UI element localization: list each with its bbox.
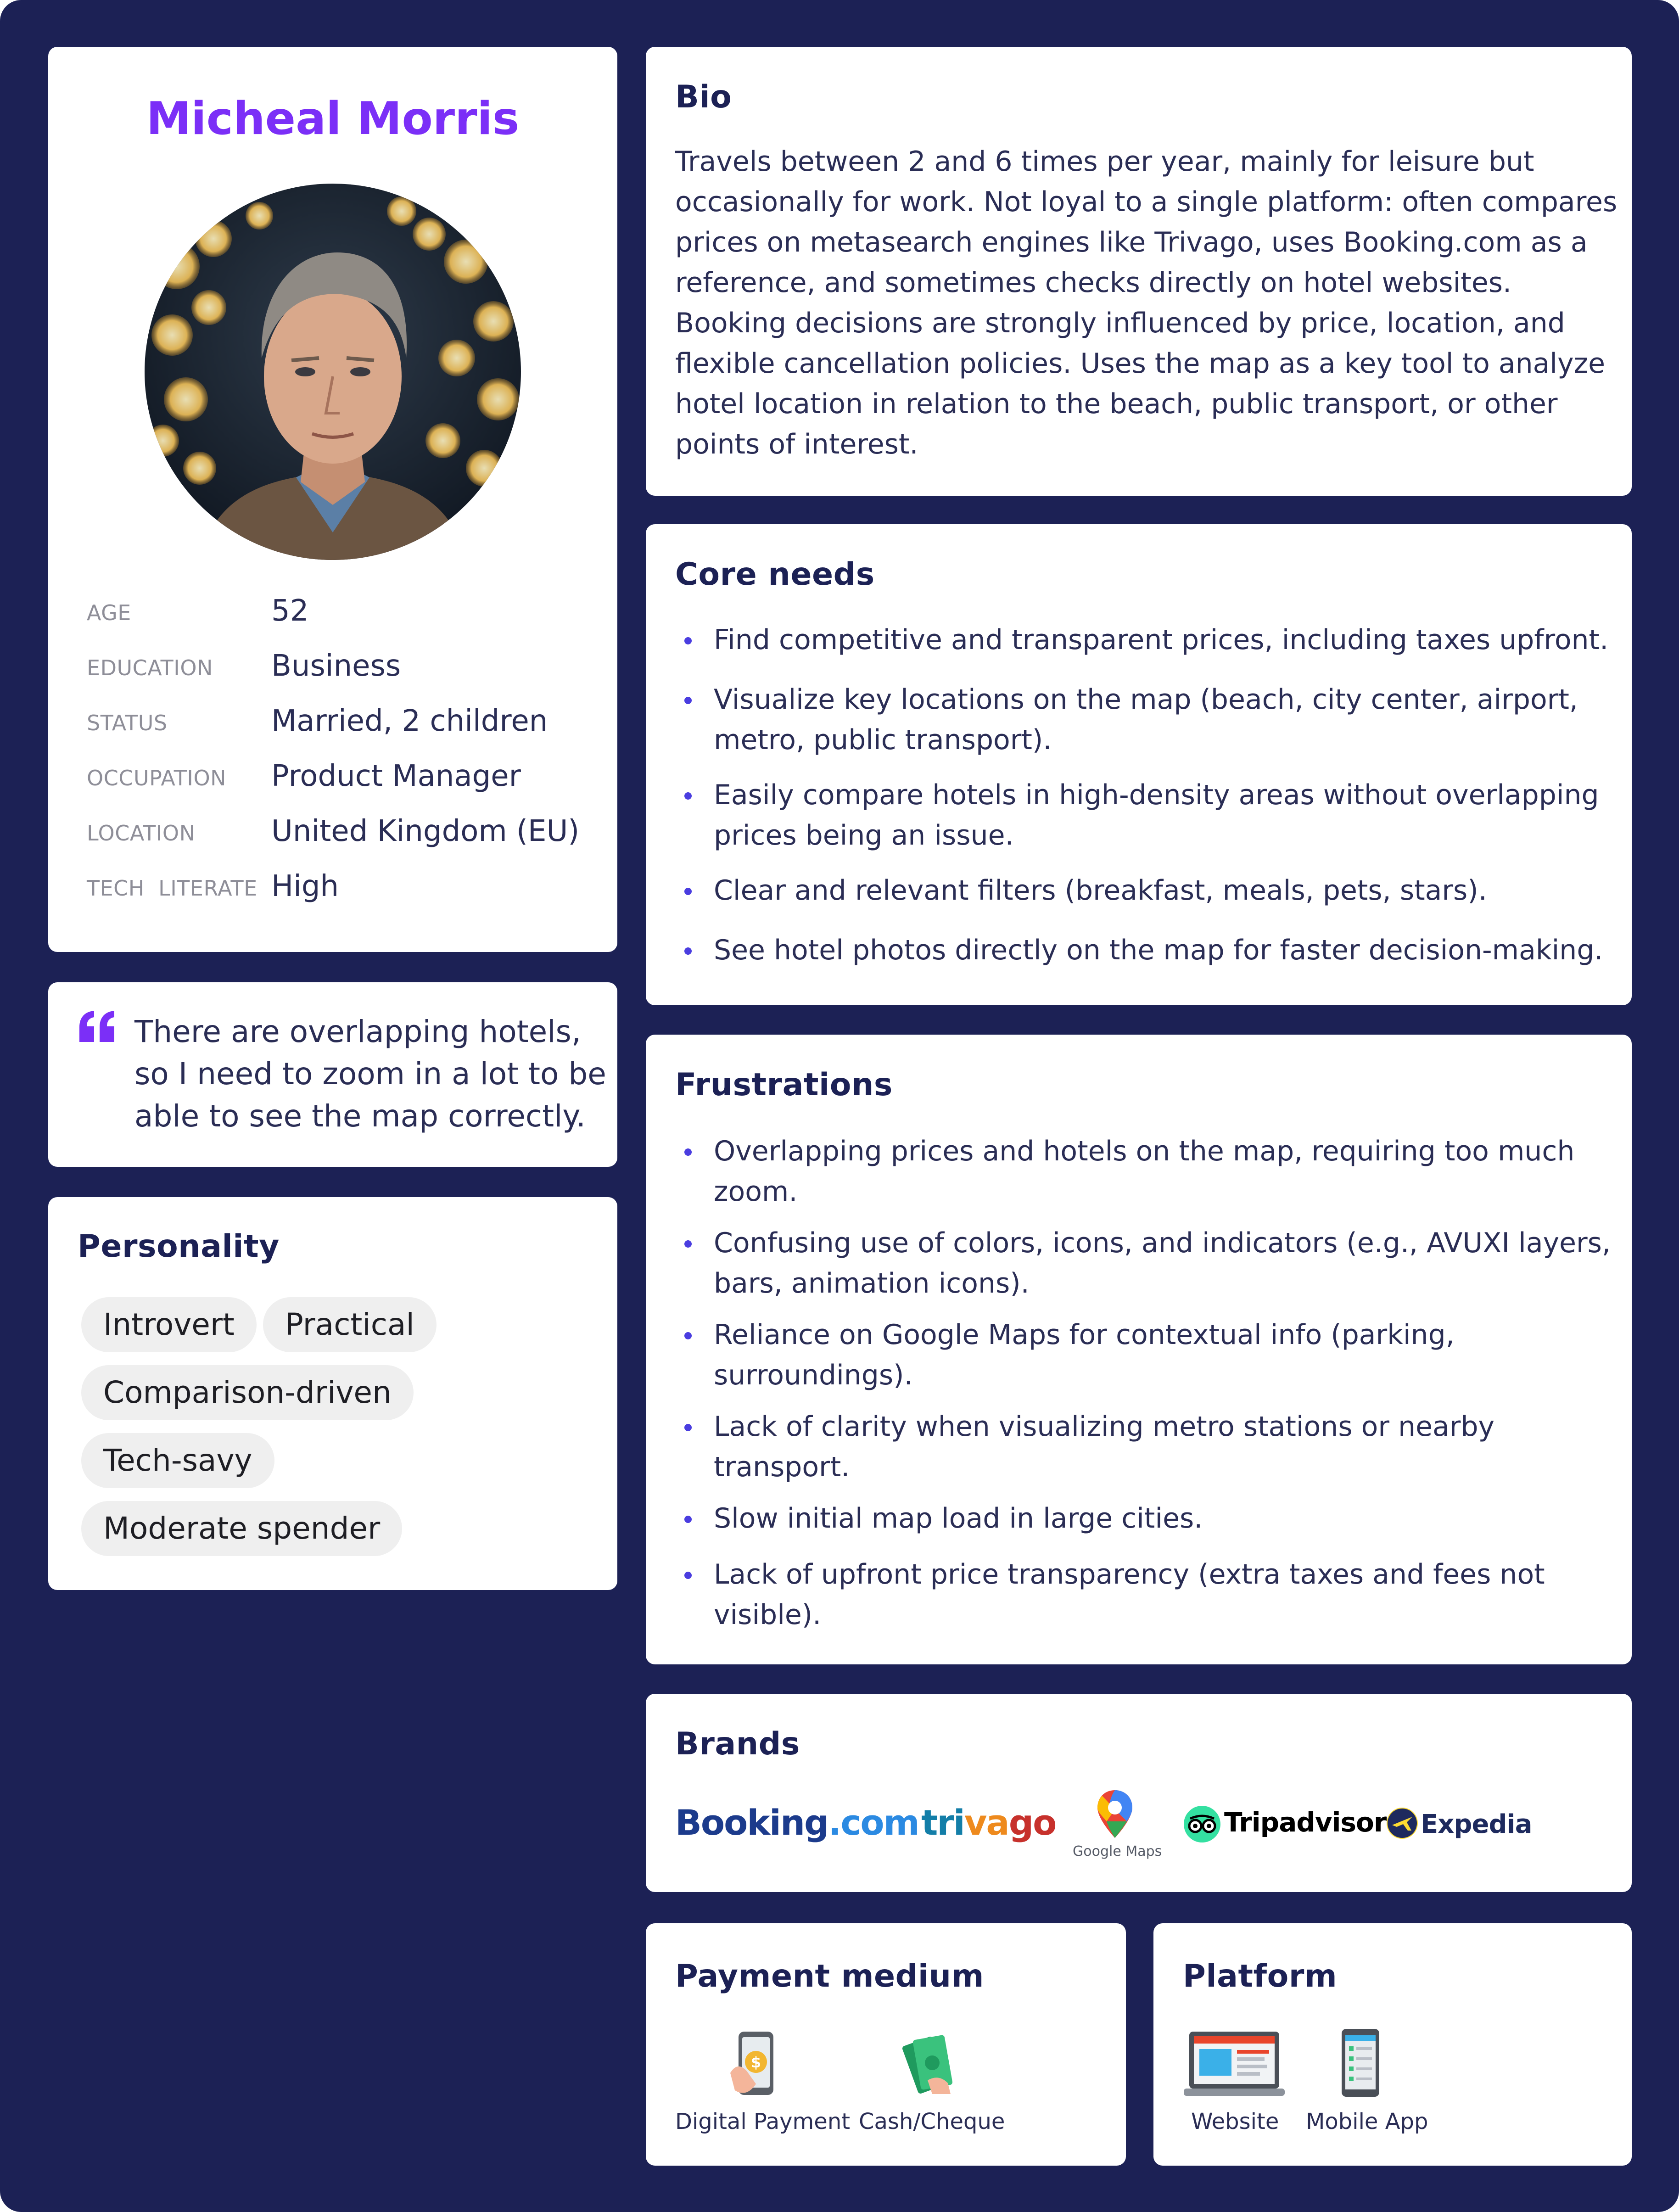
frustration-item bbox=[675, 1315, 1455, 1395]
info-value-location: United Kingdom (EU) bbox=[271, 814, 580, 848]
info-value-tech-literate: High bbox=[271, 869, 339, 903]
core-needs-card bbox=[646, 524, 1632, 1005]
frustration-item bbox=[675, 1498, 1203, 1539]
mobile-app-label: Mobile App bbox=[1306, 2109, 1428, 2134]
frustration-item bbox=[675, 1554, 1545, 1635]
info-label-location: LOCATION bbox=[87, 821, 196, 846]
info-value-status: Married, 2 children bbox=[271, 704, 548, 738]
trait-chip-tech-savy: Tech-savy bbox=[81, 1433, 274, 1488]
portrait-photo bbox=[145, 184, 521, 560]
frustration-item bbox=[675, 1223, 1611, 1304]
expedia-label: Expedia bbox=[1421, 1809, 1532, 1839]
cash-icon bbox=[900, 2026, 960, 2095]
frustration-text: zoom. bbox=[714, 1176, 798, 1208]
cash-cheque-label: Cash/Cheque bbox=[859, 2109, 1005, 2134]
digital-payment-icon bbox=[728, 2029, 784, 2098]
bio-line-4: reference, and sometimes checks directly on hotel websites. bbox=[675, 267, 1512, 299]
trait-chip-moderate-spender: Moderate spender bbox=[81, 1501, 402, 1556]
info-value-age: 52 bbox=[271, 594, 309, 628]
trivago-logo bbox=[921, 1802, 1056, 1843]
tripadvisor-label: Tripadvisor bbox=[1224, 1807, 1387, 1838]
tripadvisor-owl-icon bbox=[1183, 1805, 1221, 1843]
bio-line-2: occasionally for work. Not loyal to a single platform: often compares bbox=[675, 186, 1617, 218]
frustration-text: Overlapping prices and hotels on the map, requiring too much bbox=[714, 1135, 1575, 1167]
brands-card bbox=[646, 1694, 1632, 1892]
trivago-logo-part: go bbox=[1008, 1802, 1056, 1843]
quote-card bbox=[48, 982, 617, 1167]
frustration-text: surroundings). bbox=[714, 1359, 913, 1391]
frustration-text: bars, animation icons). bbox=[714, 1267, 1030, 1299]
brands-title: Brands bbox=[675, 1726, 800, 1762]
quote-line-3: able to see the map correctly. bbox=[134, 1098, 586, 1134]
trait-chip-comparison-driven: Comparison-driven bbox=[81, 1365, 414, 1420]
frustration-text: Lack of upfront price transparency (extra taxes and fees not bbox=[714, 1558, 1545, 1590]
platform-card bbox=[1153, 1923, 1632, 2166]
info-label-occupation: OCCUPATION bbox=[87, 766, 227, 790]
bio-line-1: Travels between 2 and 6 times per year, mainly for leisure but bbox=[675, 146, 1534, 178]
core-need-text: Easily compare hotels in high-density areas without overlapping bbox=[714, 779, 1599, 811]
website-icon bbox=[1184, 2030, 1285, 2099]
booking-logo bbox=[675, 1802, 919, 1843]
core-need-text: Clear and relevant filters (breakfast, meals, pets, stars). bbox=[714, 874, 1487, 907]
quote-icon bbox=[78, 1011, 116, 1042]
trivago-logo-part: va bbox=[964, 1802, 1009, 1843]
booking-logo-main: Booking bbox=[675, 1802, 828, 1843]
digital-payment-label: Digital Payment bbox=[675, 2109, 851, 2134]
expedia-plane-icon bbox=[1386, 1807, 1419, 1840]
persona-name: Micheal Morris bbox=[146, 93, 520, 145]
trivago-logo-part: tri bbox=[921, 1802, 964, 1843]
core-need-text: See hotel photos directly on the map for faster decision-making. bbox=[714, 934, 1603, 966]
payment-medium-title: Payment medium bbox=[675, 1958, 984, 1994]
frustration-text: transport. bbox=[714, 1451, 850, 1483]
info-value-occupation: Product Manager bbox=[271, 759, 521, 793]
website-label: Website bbox=[1191, 2109, 1279, 2134]
frustration-text: Lack of clarity when visualizing metro stations or nearby bbox=[714, 1411, 1495, 1443]
frustration-text: visible). bbox=[714, 1599, 822, 1631]
info-label-education: EDUCATION bbox=[87, 655, 213, 680]
bio-line-6: flexible cancellation policies. Uses the map as a key tool to analyze bbox=[675, 347, 1605, 380]
info-label-age: AGE bbox=[87, 600, 131, 625]
personality-title: Personality bbox=[78, 1228, 280, 1265]
core-need-item bbox=[675, 620, 1608, 660]
svg-text:$: $ bbox=[750, 2054, 761, 2071]
frustration-item bbox=[675, 1406, 1494, 1487]
mobile-app-icon bbox=[1340, 2027, 1381, 2099]
quote-line-2: so I need to zoom in a lot to be bbox=[134, 1056, 606, 1092]
profile-card bbox=[48, 47, 617, 952]
frustration-text: Reliance on Google Maps for contextual info (parking, bbox=[714, 1319, 1455, 1351]
bio-line-8: points of interest. bbox=[675, 428, 918, 460]
info-label-status: STATUS bbox=[87, 711, 168, 735]
platform-title: Platform bbox=[1183, 1958, 1338, 1994]
payment-medium-card bbox=[646, 1923, 1126, 2166]
info-label-tech-literate: TECH LITERATE bbox=[87, 876, 257, 901]
google-maps-label: Google Maps bbox=[1073, 1843, 1162, 1859]
booking-logo-suffix: .com bbox=[828, 1802, 919, 1843]
core-needs-title: Core needs bbox=[675, 556, 875, 593]
frustration-text: Confusing use of colors, icons, and indicators (e.g., AVUXI layers, bbox=[714, 1227, 1611, 1259]
frustrations-title: Frustrations bbox=[675, 1067, 893, 1103]
bio-line-3: prices on metasearch engines like Trivago, uses Booking.com as a bbox=[675, 226, 1588, 258]
quote-line-1: There are overlapping hotels, bbox=[134, 1014, 581, 1049]
bio-line-5: Booking decisions are strongly influenced by price, location, and bbox=[675, 307, 1565, 339]
core-need-item bbox=[675, 930, 1603, 970]
bio-card bbox=[646, 47, 1632, 496]
bio-title: Bio bbox=[675, 79, 732, 115]
core-need-text: prices being an issue. bbox=[714, 819, 1014, 851]
personality-card bbox=[48, 1197, 617, 1590]
info-value-education: Business bbox=[271, 649, 401, 683]
frustration-text: Slow initial map load in large cities. bbox=[714, 1502, 1203, 1534]
google-maps-pin-icon bbox=[1096, 1788, 1134, 1840]
core-need-item bbox=[675, 775, 1599, 856]
trait-chip-practical: Practical bbox=[263, 1297, 437, 1352]
bio-line-7: hotel location in relation to the beach, public transport, or other bbox=[675, 388, 1558, 420]
core-need-text: Find competitive and transparent prices, including taxes upfront. bbox=[714, 624, 1609, 656]
trait-chip-introvert: Introvert bbox=[81, 1297, 257, 1352]
core-need-item bbox=[675, 870, 1487, 911]
core-need-text: metro, public transport). bbox=[714, 724, 1052, 756]
frustrations-card bbox=[646, 1035, 1632, 1664]
core-need-item bbox=[675, 679, 1578, 760]
frustration-item bbox=[675, 1131, 1574, 1212]
core-need-text: Visualize key locations on the map (beach, city center, airport, bbox=[714, 683, 1578, 716]
